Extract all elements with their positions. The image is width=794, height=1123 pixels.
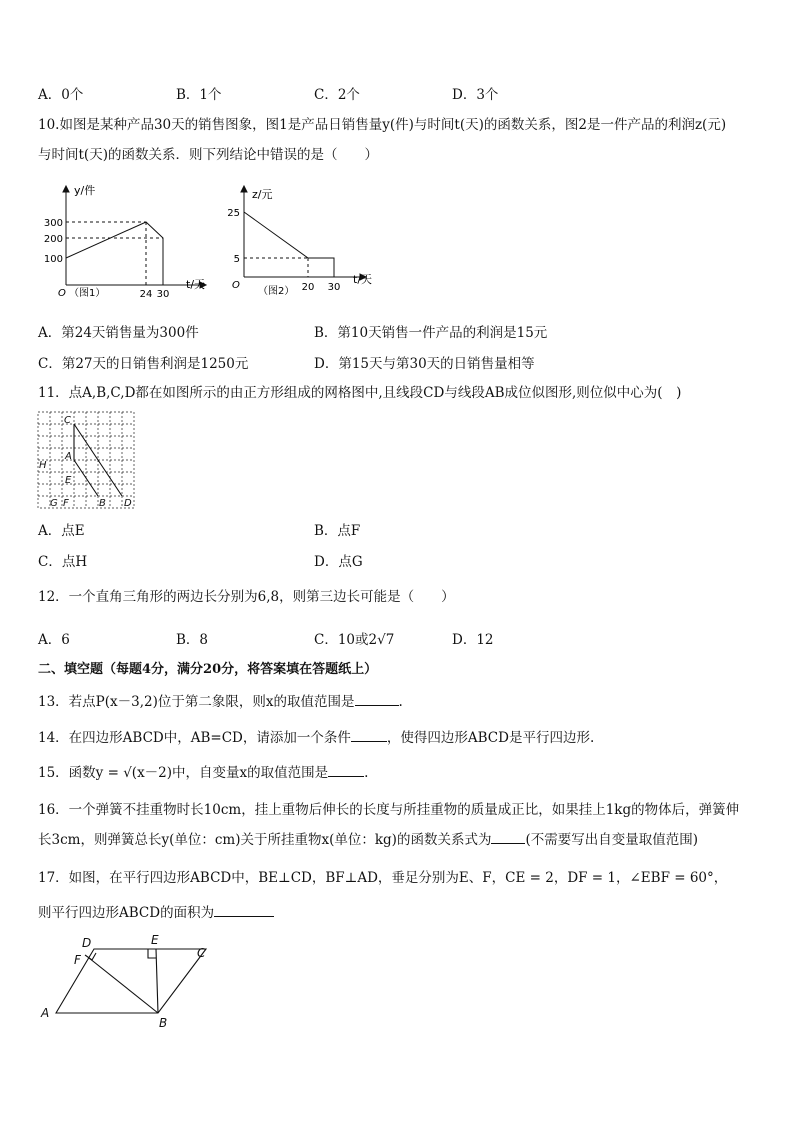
q11-label-a: A: [65, 451, 72, 462]
q9-option-b: B．1个: [176, 87, 222, 103]
q12-option-b: B．8: [176, 632, 209, 648]
fig1-tick-30: 30: [156, 289, 170, 300]
q17-text: 则平行四边形ABCD的面积为: [38, 905, 215, 921]
q10-figure-1: [36, 180, 216, 300]
q10-option-a: A．第24天销售量为300件: [38, 325, 199, 341]
q11-option-a: A．点E: [38, 523, 85, 539]
q9-option-a: A．0个: [38, 87, 84, 103]
q16-answer-blank[interactable]: [491, 830, 525, 844]
fig1-origin: O: [58, 288, 66, 299]
fig2-caption: （图2）: [258, 286, 295, 297]
q17-label-d: D: [82, 936, 92, 950]
q12-option-c: C．10或2√7: [314, 632, 395, 648]
fig2-tick-20: 20: [301, 282, 315, 293]
q15: [38, 763, 368, 783]
q11-label-f: F: [63, 498, 69, 509]
q10-option-b: B．第10天销售一件产品的利润是15元: [314, 325, 548, 341]
fig2-origin: O: [232, 280, 240, 291]
q13-end: .: [398, 694, 403, 710]
fig1-tick-200: 200: [43, 234, 63, 245]
fig1-x-label: t/天: [186, 278, 206, 291]
fig2-tick-30: 30: [327, 282, 341, 293]
q17-label-a: A: [41, 1006, 50, 1020]
fig1-tick-100: 100: [43, 254, 63, 265]
q11-grid-figure: [36, 410, 140, 510]
q16-text: 长3cm，则弹簧总长y(单位：cm)关于所挂重物x(单位：kg)的函数关系式为: [38, 832, 492, 848]
q13-text: 13．若点P(x－3,2)位于第二象限，则x的取值范围是: [38, 694, 355, 710]
fig1-caption: （图1）: [69, 288, 106, 299]
q12-stem: 12．一个直角三角形的两边长分别为6,8，则第三边长可能是（ ）: [38, 589, 455, 605]
q14: [38, 728, 594, 748]
q17-line1: 17．如图，在平行四边形ABCD中，BE⊥CD，BF⊥AD，垂足分别为E、F，CE = 2，DF = 1，∠EBF = 60°，: [38, 870, 728, 886]
fig1-tick-300: 300: [43, 218, 63, 229]
q14-text: 14．在四边形ABCD中，AB=CD，请添加一个条件: [38, 730, 351, 746]
q10-option-d: D．第15天与第30天的日销售量相等: [314, 356, 535, 372]
q11-label-e: E: [65, 475, 72, 486]
q10-option-c: C．第27天的日销售利润是1250元: [38, 356, 249, 372]
q10-figure-2: [226, 180, 386, 300]
q17-answer-blank[interactable]: [214, 903, 274, 917]
q16-line1: 16．一个弹簧不挂重物时长10cm，挂上重物后伸长的长度与所挂重物的质量成正比，如果挂上1kg的物体后，弹簧伸: [38, 802, 740, 818]
q11-label-b: B: [99, 498, 106, 509]
q15-text: 15．函数y = √(x－2)中，自变量x的取值范围是: [38, 765, 329, 781]
q15-end: .: [364, 765, 369, 781]
q11-option-c: C．点H: [38, 554, 88, 570]
q11-stem: 11．点A,B,C,D都在如图所示的由正方形组成的网格图中,且线段CD与线段AB成位似图形,则位似中心为( ): [38, 385, 682, 401]
fig2-tick-25: 25: [227, 208, 240, 219]
q12-option-d: D．12: [452, 632, 494, 648]
q17-parallelogram-figure: [36, 932, 226, 1032]
q10-stem-line2: 与时间t(天)的函数关系．则下列结论中错误的是（ ）: [38, 147, 378, 163]
q10-stem-line1: 10.如图是某种产品30天的销售图象，图1是产品日销售量y(件)与时间t(天)的函数关系，图2是一件产品的利润z(元): [38, 117, 727, 133]
fig2-x-label: t/天: [353, 273, 373, 286]
q9-option-d: D．3个: [452, 87, 499, 103]
q17-label-c: C: [197, 946, 206, 960]
q15-answer-blank[interactable]: [328, 763, 364, 777]
q11-label-h: H: [39, 460, 47, 471]
q17-line2: [38, 903, 274, 923]
q14-answer-blank[interactable]: [351, 728, 387, 742]
q11-label-c: C: [64, 415, 71, 426]
q11-option-b: B．点F: [314, 523, 361, 539]
q13: [38, 692, 403, 712]
fig2-y-label: z/元: [252, 188, 273, 201]
fig1-y-label: y/件: [74, 184, 96, 197]
q17-label-f: F: [74, 953, 81, 967]
q13-answer-blank[interactable]: [355, 692, 399, 706]
fig1-tick-24: 24: [139, 289, 153, 300]
q17-label-e: E: [151, 933, 159, 947]
fig2-tick-5: 5: [233, 254, 240, 265]
q11-label-d: D: [124, 498, 132, 509]
q16-note: (不需要写出自变量取值范围): [525, 832, 698, 848]
q16-line2: [38, 830, 698, 850]
q12-option-a: A．6: [38, 632, 70, 648]
q11-option-d: D．点G: [314, 554, 363, 570]
q11-label-g: G: [50, 498, 58, 509]
q17-label-b: B: [159, 1016, 168, 1030]
q9-option-c: C．2个: [314, 87, 360, 103]
q14-end: ，使得四边形ABCD是平行四边形.: [386, 730, 595, 746]
section-2-heading: 二、填空题（每题4分，满分20分，将答案填在答题纸上）: [38, 662, 378, 677]
